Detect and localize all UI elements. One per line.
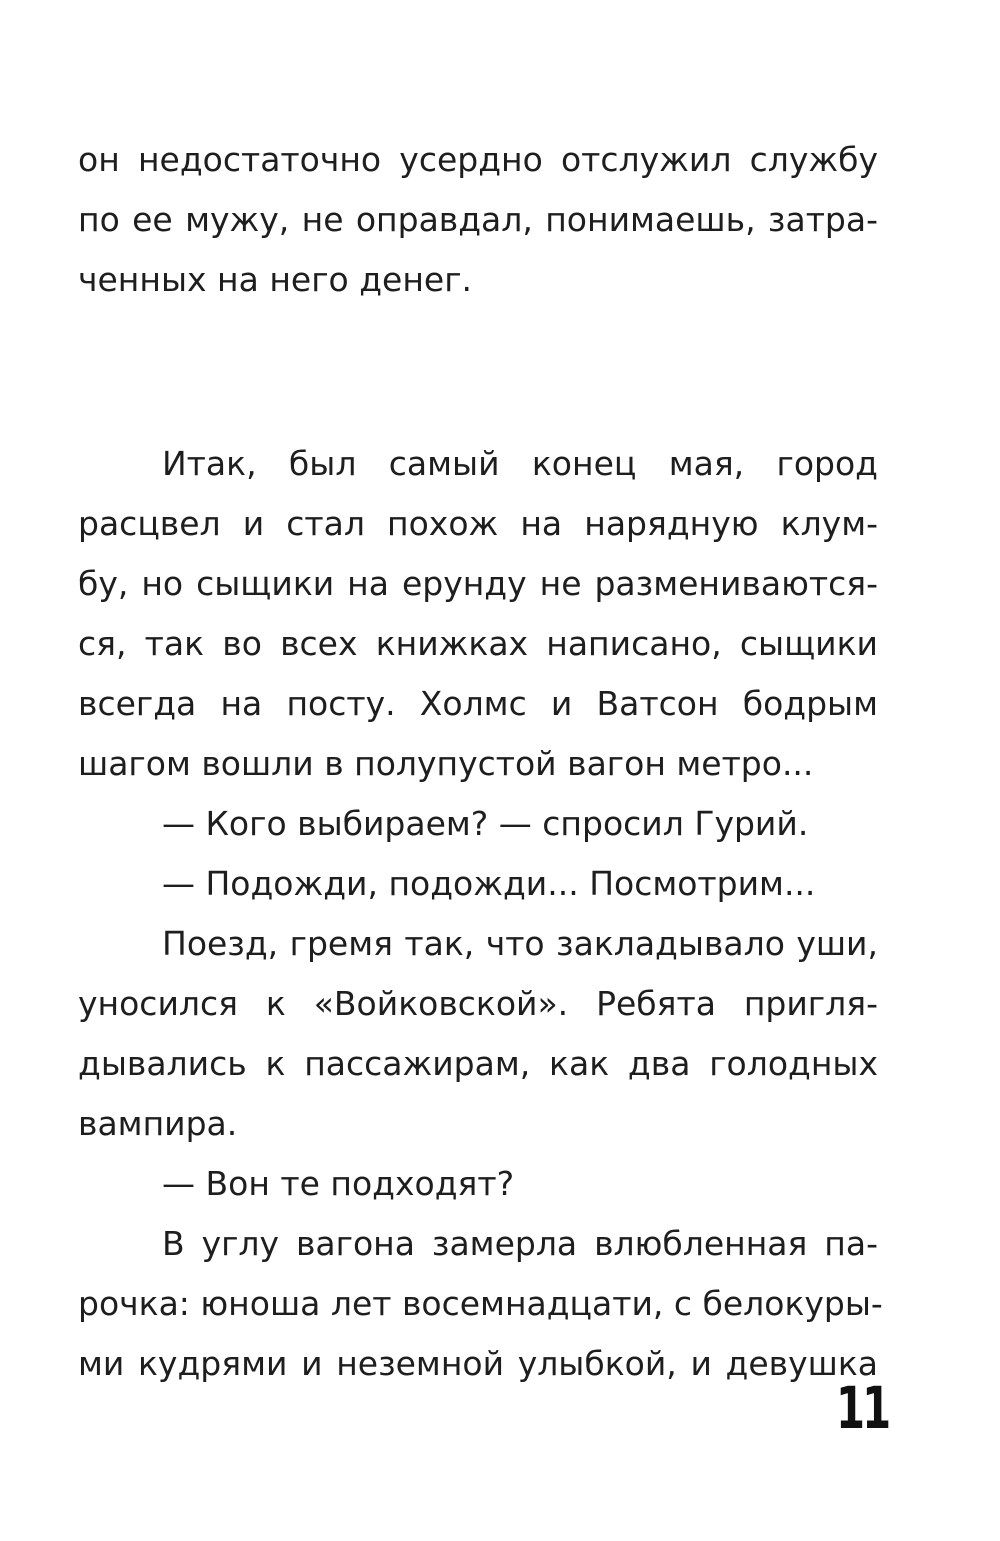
text-line: по ее мужу, не оправдал, понимаешь, затра-	[78, 200, 878, 239]
text-line: ченных на него денег.	[78, 260, 473, 299]
paragraph-gap	[78, 310, 878, 434]
text-line: уносился к «Войковской». Ребята пригля-	[78, 984, 878, 1023]
text-line: Поезд, гремя так, что закладывало уши,	[162, 924, 878, 963]
book-page-text	[78, 130, 883, 1394]
paragraph	[78, 1154, 878, 1214]
text-line: В углу вагона замерла влюбленная па-	[162, 1224, 878, 1263]
text-line: расцвел и стал похож на нарядную клум-	[78, 504, 878, 543]
dialogue-line: — Вон те подходят?	[162, 1164, 515, 1203]
text-line: шагом вошли в полупустой вагон метро...	[78, 744, 814, 783]
paragraph	[78, 1214, 883, 1394]
text-line: бу, но сыщики на ерунду не размениваются-	[78, 564, 878, 603]
paragraph	[78, 434, 878, 794]
text-line: он недостаточно усердно отслужил службу	[78, 140, 878, 179]
paragraph	[78, 130, 878, 310]
paragraph	[78, 914, 878, 1154]
paragraph	[78, 854, 878, 914]
text-line: ся, так во всех книжках написано, сыщики	[78, 624, 878, 663]
text-line: Итак, был самый конец мая, город	[162, 444, 878, 483]
dialogue-line: — Кого выбираем? — спросил Гурий.	[162, 804, 809, 843]
text-line: вампира.	[78, 1104, 238, 1143]
paragraph	[78, 794, 878, 854]
text-line: всегда на посту. Холмс и Ватсон бодрым	[78, 684, 878, 723]
text-line: рочка: юноша лет восемнадцати, с белокуры-	[78, 1284, 883, 1323]
dialogue-line: — Подожди, подожди... Посмотрим...	[162, 864, 816, 903]
text-line: ми кудрями и неземной улыбкой, и девушка	[78, 1344, 878, 1383]
page-number: 11	[836, 1374, 889, 1442]
text-line: дывались к пассажирам, как два голодных	[78, 1044, 878, 1083]
